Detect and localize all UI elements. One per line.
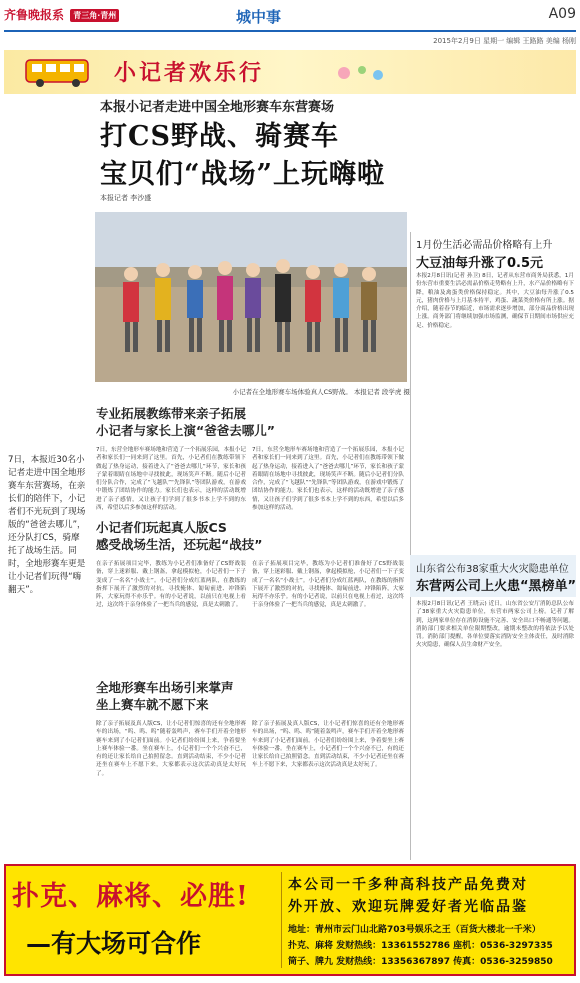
body-3-col1: 除了亲子拓展及真人版CS，让小记者们惊喜的还有全地形赛车的出场，“呜、呜、呜”随着轰鸣声，赛车手们开着全地形赛车来到了小记者们面前。小记者们纷纷围上来，争着要坐上赛车体验一番。坐在赛车上，小记者们一个个兴奋不已，有的还让家长给自己拍照留念。直到活动结束，不少小记者还坐在赛车上不愿下来，大家都表示这次活动真是太好玩了。 [96,721,246,777]
subhead-3-line2: 坐上赛车就不愿下来 [96,697,209,712]
news2-body: 本报2月8日讯(记者 王晓云) 近日，山东省公安厅消防总队公布了38家重大火灾隐患单位，东营市两家公司上榜。记者了解到，这两家单位存在消防设施不完善、安全出口不畅通等问题。消防部门要求相关单位限期整改，逾期未整改的将依法予以处罚。消防部门提醒，各单位要落实消防安全主体责任，及时消除火灾隐患，确保人员生命财产安全。 [416,601,574,649]
body-1-col2: 7日，东营全地形车赛场地和营造了一个拓展乐园，本报小记者和家长们一同来到了这里。首先，小记者们在教练带领下做起了热身运动，接着进入了“爸爸去哪儿”环节，家长和孩子蒙着眼睛在场地中寻找彼此，现场笑声不断。随后小记者们分队合作，完成了“飞越队”“先锋队”等团队游戏，在游戏中锻炼了团结协作的能力。家长们也表示，这样的活动既增进了亲子感情，又让孩子们学到了很多书本上学不到的东西，希望以后多参加这样的活动。 [252,447,404,512]
subhead-2-line2: 感受战场生活，还玩起“战技” [96,537,263,552]
brand-name: 齐鲁晚报系 [4,8,65,22]
ad-phone-1: 扑克、麻将 发财热线：13361552786 座机：0536-3297335 [288,941,553,951]
article-kicker: 本报小记者走进中国全地形赛车东营赛场 [100,100,335,115]
masthead-rule [4,30,576,32]
ad-divider [281,872,282,968]
news2-kicker: 山东省公布38家重大火灾隐患单位 [416,564,569,575]
kids-cs-photo [95,212,407,382]
section-title: 城中事 [236,8,282,26]
flower-decoration-icon [334,60,394,86]
news2-headline: 东营两公司上火患“黑榜单” [416,579,577,594]
body-1-col1: 7日，东营全地形车赛场地和营造了一个拓展乐园，本报小记者和家长们一同来到了这里。首先，小记者们在教练带领下做起了热身运动，接着进入了“爸爸去哪儿”环节，家长和孩子蒙着眼睛在场地中寻找彼此，现场笑声不断。随后小记者们分队合作，完成了“飞越队”“先锋队”等团队游戏，在游戏中锻炼了团结协作的能力。家长们也表示，这样的活动既增进了亲子感情，又让孩子们学到了很多书本上学不到的东西，希望以后多参加这样的活动。 [96,447,246,512]
section-banner [4,50,576,94]
news1-headline: 大豆油每升涨了0.5元 [416,256,544,271]
news1-body: 本报2月8日讯(记者 孙卫) 8日，记者从东营市商务局获悉，1月份东营市重要生活必需品价格走势略有上升，水产品价格略有下降，粮油及禽蛋类价格保持稳定。其中，大豆油每升涨了0.5元，猪肉价格与上月基本持平，鸡蛋、蔬菜类价格有所上涨。据介绍，随着春节的临近，市场需求逐步增加，部分商品价格出现上涨。商务部门将继续加强市场监测，确保节日期间市场供应充足、价格稳定。 [416,273,574,329]
body-2-col2: 在亲子拓展项目完毕，教练为小记者们准备好了CS野战装备，穿上迷彩服、戴上钢盔，拿起模拟枪，小记者们一下子变成了一名名“小战士”。小记者们分成红蓝两队，在教练的指挥下展开了激烈的对抗，寻找掩体、匍匐前进、冲锋陷阵，大家玩得不亦乐乎。有的小记者说，以前只在电视上看过，这次终于亲身体验了一把当兵的感觉，真是太刺激了。 [252,561,404,609]
masthead [4,6,576,30]
ad-line-2: 外开放、欢迎玩牌爱好者光临品鉴 [288,899,528,915]
school-bus-icon [22,54,96,90]
page-number: A09 [548,6,576,22]
subhead-1-line2: 小记者与家长上演“爸爸去哪儿” [96,423,275,438]
photo-caption: 小记者在全地形赛车场体验真人CS野战。 本报记者 段学虎 摄 [232,388,410,396]
body-2-col1: 在亲子拓展项目完毕，教练为小记者们准备好了CS野战装备，穿上迷彩服、戴上钢盔，拿起模拟枪，小记者们一下子变成了一名名“小战士”。小记者们分成红蓝两队，在教练的指挥下展开了激烈的对抗，寻找掩体、匍匐前进、冲锋陷阵，大家玩得不亦乐乎。有的小记者说，以前只在电视上看过，这次终于亲身体验了一把当兵的感觉，真是太刺激了。 [96,561,246,609]
edition-badge: 青三角·青州 [70,9,119,22]
column-divider [410,232,411,860]
article-byline: 本报记者 李沙盛 [100,194,152,202]
ad-line-1: 本公司一千多种高科技产品免费对 [288,877,528,893]
ad-address: 地址：青州市云门山北路703号娱乐之王（百货大楼北一千米） [288,925,541,935]
ad-slogan-black: —有大场可合作 [26,929,202,958]
article-headline-line2: 宝贝们“战场”上玩嗨啦 [100,159,386,190]
body-3-col2: 除了亲子拓展及真人版CS，让小记者们惊喜的还有全地形赛车的出场，“呜、呜、呜”随着轰鸣声，赛车手们开着全地形赛车来到了小记者们面前。小记者们纷纷围上来，争着要坐上赛车体验一番。坐在赛车上，小记者们一个个兴奋不已，有的还让家长给自己拍照留念。直到活动结束，不少小记者还坐在赛车上不愿下来，大家都表示这次活动真是太好玩了。 [252,721,404,769]
date-editor-line: 2015年2月9日 星期一 编辑 王路路 美编 杨刚 [433,37,576,45]
article-headline-line1: 打CS野战、骑赛车 [100,121,339,152]
subhead-1-line1: 专业拓展教练带来亲子拓展 [96,406,247,421]
subhead-2-line1: 小记者们玩起真人版CS [96,520,227,535]
article-intro: 7日，本报近30名小记者走进中国全地形赛车东营赛场，在亲长们的陪伴下，小记者们不光玩到了现场版的“爸爸去哪儿”，还分队打CS，骑摩托了战场生活。同时，全地形赛车更是让小记者们玩得“嗨翻天”。 [8,455,86,595]
subhead-3-line1: 全地形赛车出场引来掌声 [96,680,234,695]
banner-title: 小记者欢乐行 [114,60,265,86]
advertisement [4,864,576,976]
ad-phone-2: 筒子、牌九 发财热线：13356367897 传真：0536-3259850 [288,957,553,967]
newspaper-brand [4,6,119,23]
news1-kicker: 1月份生活必需品价格略有上升 [416,240,553,251]
ad-slogan-red: 扑克、麻将、必胜! [12,881,249,912]
